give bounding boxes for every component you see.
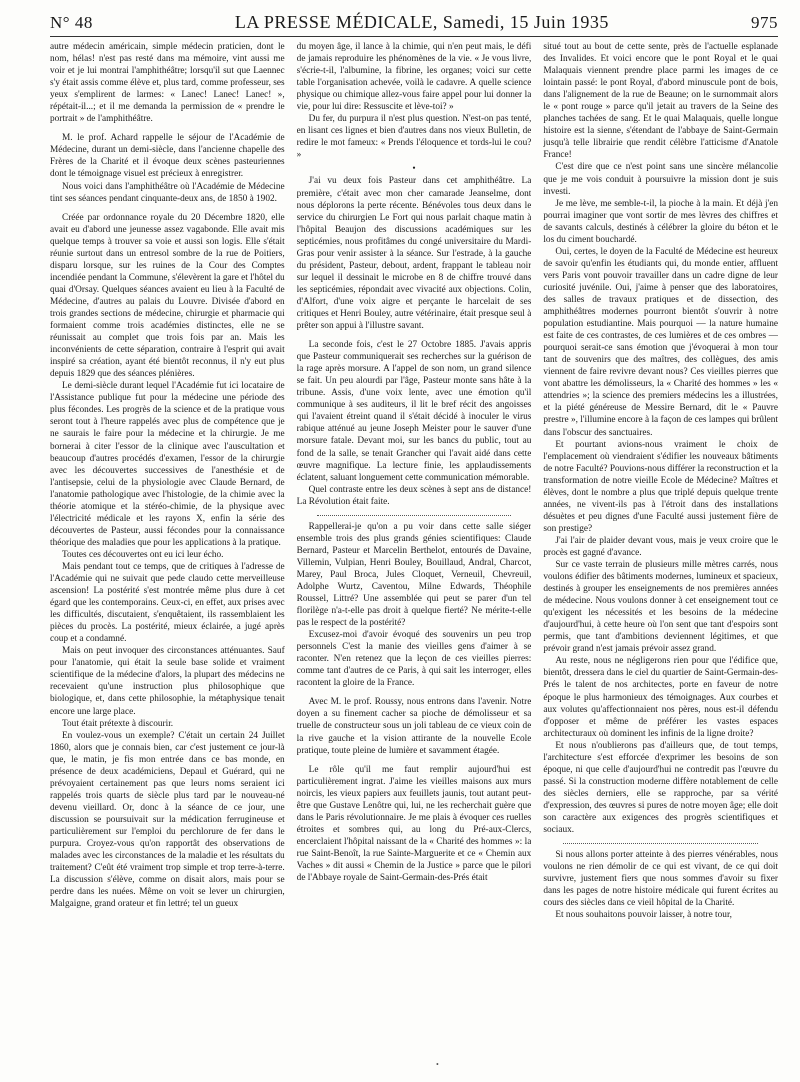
paragraph: Toutes ces découvertes ont eu ici leur écho. [62,549,224,560]
section-divider [317,515,512,516]
section-divider [563,843,758,844]
paragraph: Je me lève, me semble-t-il, la pioche à la main. Et déjà j'en pourrai imaginer que vont sortir de mes lèvres des chiffres et de savants calculs, destinés à célébrer la gloire du béton et le los du ciment bouchardé. [543,198,778,245]
paragraph: Quel contraste entre les deux scènes à sept ans de distance! La Révolution était faite. [296,484,532,507]
paragraph: Mais on peut invoquer des circonstances atténuantes. Sauf pour l'anatomie, qui était la seule base solide et vraiment scientifique de la médecine d'alors, la plupart des médecins ne recevaient qu'une instruction plus philosophique que biologique, et, dans cette philosophie, la métaphysique tenait encore une large place. [50,646,285,717]
paragraph: du moyen âge, il lance à la chimie, qui n'en peut mais, le défi de jamais reproduire les phénomènes de la vie. « Je vous livre, s'écrie-t-il, l'albumine, la fibrine, les organes; voici sur cette table l'organisation achevée, voilà le cadavre. A quelle science physique ou chimique allez-vous faire appel pour lui donner la vie, pour lui dire: Ressuscite et lève-toi? » [296,42,532,113]
paragraph: autre médecin américain, simple médecin praticien, dont le nom, hélas! n'est pas resté dans ma mémoire, vint aussi me voir et je lui montrai l'amphithéâtre; lorsqu'il sut que Laennec s'y était assis comme élève et, plus tard, comme professeur, ses yeux s'emplirent de larmes: « Lanec! Lanec! Lanec! », répétait-il...; et il me demanda la permission de « prendre le portrait » de l'amphithéâtre. [50,42,285,125]
paragraph: Tout était prétexte à discourir. [62,718,174,729]
paragraph: La seconde fois, c'est le 27 Octobre 1885. J'avais appris que Pasteur communiquerait ses recherches sur la guérison de la rage après morsure. A l'appel de son nom, un grand silence se fait. Un peu alourdi par l'âge, Pasteur monte sans hâte à la tribune. Assis, d'une voix lente, avec une émotion qu'il communique à ses auditeurs, il lit le bref récit des angoisses qui l'avaient étreint quand il s'était décidé à inoculer le virus rabique atténué au jeune Joseph Meister pour le sauver d'une morsure fatale. Devant moi, sur les bancs du public, tout au fond de la salle, se tenait Grancher qui l'avait aidé dans cette œuvre magnifique. La lecture finie, les applaudissements éclatent, saluant longuement cette communication mémorable. [296,340,532,483]
issue-number: N° 48 [50,13,93,32]
text-columns [50,41,778,1075]
paragraph: Sur ce vaste terrain de plusieurs mille mètres carrés, nous voulons édifier des bâtiments modernes, lumineux et spacieux, destinés à grouper les enseignements de nos premières années de médecine. Nous voulons donner à cet enseignement tout ce qu'exigent les nécessités et les besoins de la médecine d'aujourd'hui, à cette heure où l'on sent que tant d'espoirs sont permis, que tant d'ambitions deviennent légitimes, et que prévoir grand n'est jamais prévoir assez grand. [543,560,778,655]
footer-mark: • [436,1060,439,1069]
paragraph: situé tout au bout de cette sente, près de l'actuelle esplanade des Invalides. Et voici encore que le pont Royal et le quai Malaquais viennent prendre place parmi les images de ce lointain passé: le pont Royal, d'abord minuscule pont de bois, dans l'alignement de la rue de Beaune; on le surnommait alors le « pont rouge » parce qu'il jetait au travers de la Seine des planches tachées de sang. Et le quai Malaquais, quelle longue histoire est la sienne, s'étendant de l'abbaye de Saint-Germain jusqu'à telle librairie que rendit célèbre l'atticisme d'Anatole France! [543,42,778,161]
paragraph: Mais pendant tout ce temps, que de critiques à l'adresse de l'Académie qui ne suivait que pede claudo cette merveilleuse ascension! La postérité s'est montrée même plus dure à cet égard que les contemporains. Ceux-ci, en effet, aux prises avec les difficultés, discutaient, s'enquêtaient, ils rassemblaient les pièces du procès. La postérité, mieux éclairée, a jugé après coup et a condamné. [50,561,285,645]
section-bullet: • [412,164,416,175]
column-left [50,41,285,1075]
page-header [50,0,778,32]
paragraph: J'ai vu deux fois Pasteur dans cet amphithéâtre. La première, c'était avec mon cher camarade Jeanselme, dont nous déplorons la perte récente. Bénévoles tous deux dans le service du chirurgien Le Fort qui nous parlait chaque matin à l'hôpital Beaujon des discussions académiques sur les septicémies, nous profitâmes du congé universitaire du Mardi-Gras pour venir assister à la séance. Sur l'estrade, à la gauche du président, Pasteur, debout, ardent, frappant le tableau noir sur lequel il dessinait le microbe en 8 de chiffre trouvé dans les septicémies, répondait avec vivacité aux objections. Colin, d'Alfort, d'une voix aigre et perçante le harcelait de ses critiques et Henri Bouley, autre vétérinaire, était presque seul à prêter son appui à l'illustre savant. [296,176,532,332]
paragraph: Au reste, nous ne négligerons rien pour que l'édifice que, bientôt, dressera dans le ciel du quartier de Saint-Germain-des-Prés le talent de nos architectes, porte en faveur de notre époque le plus harmonieux des témoignages. Aux courbes et aux volutes qu'affectionnaient nos pères, nous est-il défendu d'opposer et même de préférer les vastes espaces architecturaux où dominent les infinis de la ligne droite? [543,656,778,739]
paragraph: Nous voici dans l'amphithéâtre où l'Académie de Médecine tint ses séances pendant cinquante-deux ans, de 1850 à 1902. [50,181,285,204]
paragraph: Et pourtant avions-nous vraiment le choix de l'emplacement où viendraient s'édifier les nouveaux bâtiments de notre Faculté? Pouvions-nous différer la reconstruction et la transformation de notre vieille Ecole de Médecine? Maîtres et élèves, dont le nombre a plus que triplé depuis quelque trente années, ne vivent-ils pas à l'étroit dans des installations désuètes et peu dignes d'une Faculté aussi justement fière de son prestige? [543,439,778,534]
paragraph: Avec M. le prof. Roussy, nous entrons dans l'avenir. Notre doyen a su finement cacher sa pioche de démolisseur et sa truelle de constructeur sous un joli tableau de ce vieux coin de la rive gauche et la vision attirante de la nouvelle Ecole pratique, toute pleine de lumière et savamment étagée. [296,697,532,756]
paragraph: Et nous n'oublierons pas d'ailleurs que, de tout temps, l'architecture s'est efforcée d'exprimer les besoins de son époque, ni que celle d'aujourd'hui ne contredit pas l'œuvre du passé. Si la construction moderne diffère notablement de celle des siècles derniers, elle se rapproche, par sa vérité d'expression, des œuvres si pures de notre moyen âge; elle doit son caractère aux exigences des progrès scientifiques et sociaux. [543,740,778,836]
paragraph: Du fer, du purpura il n'est plus question. N'est-on pas tenté, en lisant ces lignes et bien d'autres dans nos vieux Bulletin, de redire le mot fameux: « Prends l'éloquence et tords-lui le cou? » [296,114,532,161]
header-rule [50,36,778,37]
page-number: 975 [751,13,778,32]
paragraph: Oui, certes, le doyen de la Faculté de Médecine est heureux de savoir qu'enfin les étudiants qui, du monde entier, affluent vers Paris vont pouvoir travailler dans un cadre digne de leur curiosité juvénile. Oui, j'aime à penser que des laboratoires, des salles de travaux pratiques et de dissection, des amphithéâtres modernes pourront bientôt s'ouvrir à notre population estudiantine. Mais pourquoi — la nature humaine est faite de ces contrastes, de ces lumières et de ces ombres — pourquoi serait-ce sans émotion que j'évoquerai à mon tour tant de souvenirs que des maîtres, des collègues, des amis viennent de faire revivre devant nous? Ces vieilles pierres que vont abattre les démolisseurs, la « Charité des hommes » les « attendries »; la science des premiers médecins les a illustrées, et la piété généreuse de Messire Bernard, dit le « Pauvre prestre », l'illumine encore à la façon de ces lampes qui brûlent dans l'obscur des sanctuaires. [543,246,778,438]
column-middle [297,41,532,1075]
column-right [543,41,778,1075]
paragraph: En voulez-vous un exemple? C'était un certain 24 Juillet 1860, alors que je connais bien, car c'est justement ce jour-là que, le matin, je fis mon entrée dans ce bas monde, en présence de deux académiciens, Depaul et Guérard, qui ne prévoyaient certainement pas que leurs noms seraient ici rappelés trois quarts de siècle plus tard par le nouveau-né devenu vieillard. Or, donc à la séance de ce jour, une discussion se poursuivait sur la médication ferrugineuse et particulièrement sur l'emploi du perchlorure de fer dans le purpura. Croyez-vous qu'on rapportât des observations de malades avec les circonstances de la maladie et les résultats du traitement? C'eût été vraiment trop simple et trop terre-à-terre. La discussion s'élève, comme on disait alors, mais pour se perdre dans les nuées. Même on voit se lever un chirurgien, Malgaigne, grand orateur et fin lettré; tel un gueux [50,730,285,910]
paragraph: Le rôle qu'il me faut remplir aujourd'hui est particulièrement ingrat. J'aime les vieilles maisons aux murs noircis, les vieux papiers aux feuillets jaunis, tout autant peut-être que Gustave Lenôtre qui, lui, ne les recherchait guère que dans le Paris révolutionnaire. Je me plais à évoquer ces ruelles étroites et sombres qui, au long du Pré-aux-Clercs, encerclaient l'hôpital naissant de la « Charité des hommes »: la rue Saint-Benoît, la rue Sainte-Marguerite et ce « Chemin aux Vaches » dit aussi « Chemin de la Justice » parce que le pilori de l'Abbaye royale de Saint-Germain-des-Prés était [296,764,532,884]
page-title: LA PRESSE MÉDICALE, Samedi, 15 Juin 1935 [234,12,609,32]
paragraph: Et nous souhaitons pouvoir laisser, à notre tour, [555,910,732,921]
paragraph: Le demi-siècle durant lequel l'Académie fut ici locataire de l'Assistance publique fut pour la médecine une période des plus fécondes. Les progrès de la science et de la pratique vous seront tout à l'heure rappelés avec plus de compétence que je ne saurais le faire pour la médecine et la chirurgie. Je me bornerai à citer l'essor de la clinique avec l'auscultation et beaucoup d'autres procédés d'examen, l'essor de la chirurgie avec les découvertes successives de l'anesthésie et de l'antisepsie, celui de la physiologie avec Claude Bernard, de l'anatomie pathologique avec l'histologie, de la chimie avec la théorie atomique et la stéréo-chimie, de la physique avec l'électricité médicale et les rayons X, enfin la série des découvertes de Pasteur, aussi fécondes pour la connaissance théorique des maladies que pour les applications à la pratique. [50,381,285,548]
paragraph: Créée par ordonnance royale du 20 Décembre 1820, elle avait eu d'abord une jeunesse assez vagabonde. Elle avait mis quelque temps à trouver sa voie et aussi son logis. Elle s'était réunie surtout dans un entresol sombre de la rue de Poitiers, disparu lorsque, sur les ruines de la Cour des Comptes incendiée pendant la Commune, s'élevèrent la gare et l'hôtel du quai d'Orsay. Quelques séances avaient eu lieu à la Faculté de Médecine, d'autres au palais du Louvre. Divisée d'abord en trois grandes sections de médecine, chirurgie et pharmacie qui formaient comme trois académies distinctes, elle ne se réunissait au complet que trois fois par an. Mais les inconvénients de cette séparation, contraire à l'esprit qui avait inspiré sa création, ayant été bientôt reconnus, il n'y eut plus depuis 1829 que des séances plénières. [50,212,285,380]
paragraph: J'ai l'air de plaider devant vous, mais je veux croire que le procès est gagné d'avance. [543,535,778,558]
paragraph: Si nous allons porter atteinte à des pierres vénérables, nous voulons ne rien démolir de ce qui est vivant, de ce qui doit survivre, justement fiers que nous sommes d'avoir su fixer dans les pages de notre histoire médicale qui furent écrites au cours des siècles dans ce vieil hôpital de la Charité. [543,850,778,909]
paragraph: M. le prof. Achard rappelle le séjour de l'Académie de Médecine, durant un demi-siècle, dans l'ancienne chapelle des Frères de la Charité et il évoque deux scènes pasteuriennes dont le témoignage visuel est précieux à enregistrer. [50,133,285,180]
paragraph: Rappellerai-je qu'on a pu voir dans cette salle siéger ensemble trois des plus grands génies scientifiques: Claude Bernard, Pasteur et Marcelin Berthelot, entourés de Davaine, Villemin, Vulpian, Henri Bouley, Bouillaud, Andral, Charcot, Marey, Paul Broca, Jules Cloquet, Verneuil, Chevreuil, Adolphe Wurtz, Caventou, Milne Edwards, Théophile Roussel, Littré? Une assemblée qui peut se parer d'un tel florilège n'a-t-elle pas droit à quelque fierté? Ne mérite-t-elle pas le respect de la postérité? [296,521,532,629]
paragraph: Excusez-moi d'avoir évoqué des souvenirs un peu trop personnels C'est la manie des vieilles gens d'aimer à se raconter. N'en retenez que la leçon de ces vieilles pierres: comme tant d'autres de ce Paris, à qui sait les interroger, elles racontent la gloire de la France. [296,630,532,689]
paragraph: C'est dire que ce n'est point sans une sincère mélancolie que je me vois conduit à poursuivre la mission dont je suis investi. [543,162,778,197]
